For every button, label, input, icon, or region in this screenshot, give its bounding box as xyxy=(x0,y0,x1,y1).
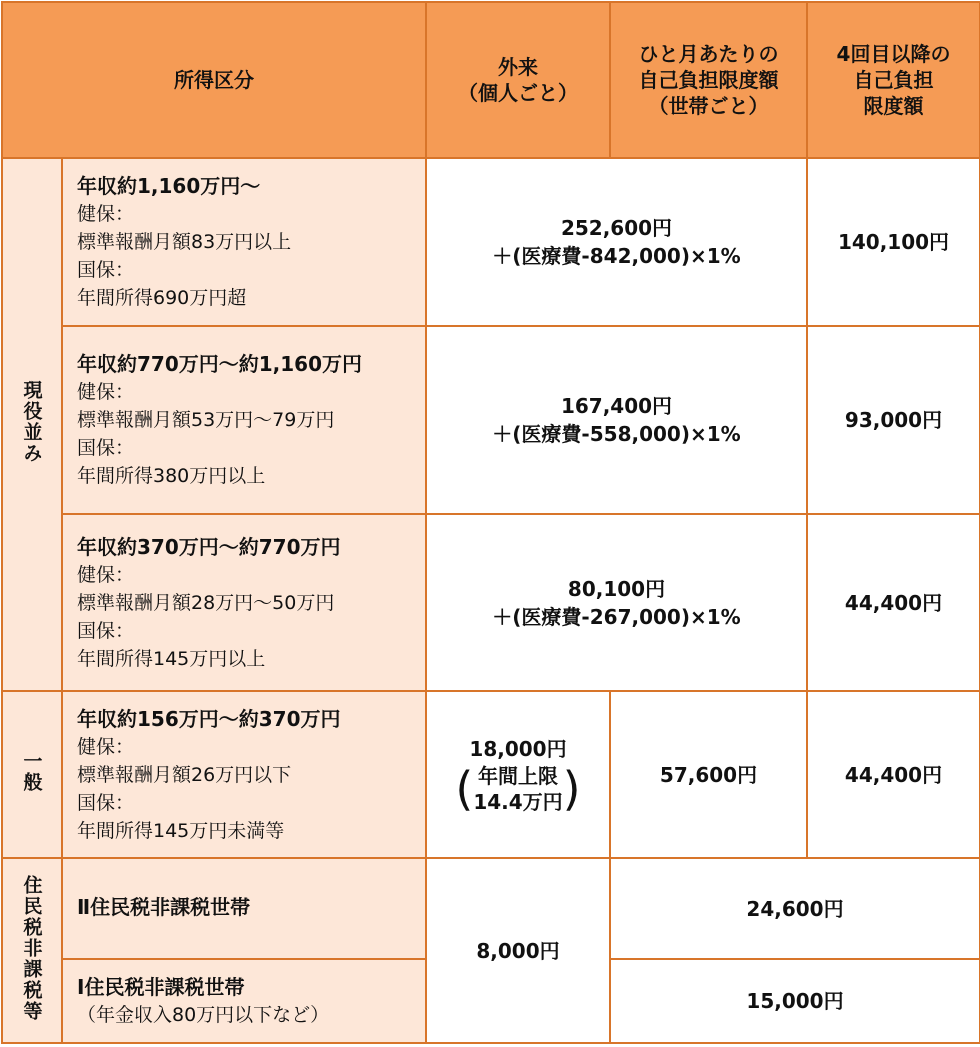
header-fourth-limit: 4回目以降の 自己負担 限度額 xyxy=(807,2,980,158)
group-tax-exempt: 住民税非課税等 xyxy=(2,858,62,1043)
table-row xyxy=(2,858,980,959)
annual-cap-note: ( 年間上限 14.4万円 ) xyxy=(455,761,581,816)
monthly-limit-cell: 167,400円 ＋(医療費-558,000)×1% xyxy=(426,326,807,514)
table-row xyxy=(2,158,980,326)
outpatient-cell: 8,000円 xyxy=(426,858,610,1043)
income-cell: 年収約1,160万円～ 健保： 標準報酬月額83万円以上 国保： 年間所得690万円超 xyxy=(62,158,426,326)
header-row xyxy=(2,2,980,158)
income-cell: 年収約370万円～約770万円 健保： 標準報酬月額28万円～50万円 国保： 年間所得145万円以上 xyxy=(62,514,426,691)
fourth-limit-cell: 140,100円 xyxy=(807,158,980,326)
income-cell: 年収約156万円～約370万円 健保： 標準報酬月額26万円以下 国保： 年間所得145万円未満等 xyxy=(62,691,426,858)
cost-limit-table xyxy=(1,1,980,1044)
table-row xyxy=(2,514,980,691)
fourth-limit-cell: 44,400円 xyxy=(807,691,980,858)
monthly-limit-cell: 57,600円 xyxy=(610,691,807,858)
header-income-category: 所得区分 xyxy=(2,2,426,158)
monthly-limit-cell: 80,100円 ＋(医療費-267,000)×1% xyxy=(426,514,807,691)
monthly-limit-cell: 15,000円 xyxy=(610,959,980,1043)
group-general: 一般 xyxy=(2,691,62,858)
header-monthly-limit: ひと月あたりの 自己負担限度額 （世帯ごと） xyxy=(610,2,807,158)
monthly-limit-cell: 252,600円 ＋(医療費-842,000)×1% xyxy=(426,158,807,326)
income-cell: Ⅱ住民税非課税世帯 xyxy=(62,858,426,959)
outpatient-cell: 18,000円 ( 年間上限 14.4万円 ) xyxy=(426,691,610,858)
monthly-limit-cell: 24,600円 xyxy=(610,858,980,959)
table-row xyxy=(2,691,980,858)
fourth-limit-cell: 93,000円 xyxy=(807,326,980,514)
header-outpatient: 外来 （個人ごと） xyxy=(426,2,610,158)
group-active-income: 現役並み xyxy=(2,158,62,691)
income-cell: Ⅰ住民税非課税世帯 （年金収入80万円以下など） xyxy=(62,959,426,1043)
income-cell: 年収約770万円～約1,160万円 健保： 標準報酬月額53万円～79万円 国保： 年間所得380万円以上 xyxy=(62,326,426,514)
table-row xyxy=(2,326,980,514)
fourth-limit-cell: 44,400円 xyxy=(807,514,980,691)
